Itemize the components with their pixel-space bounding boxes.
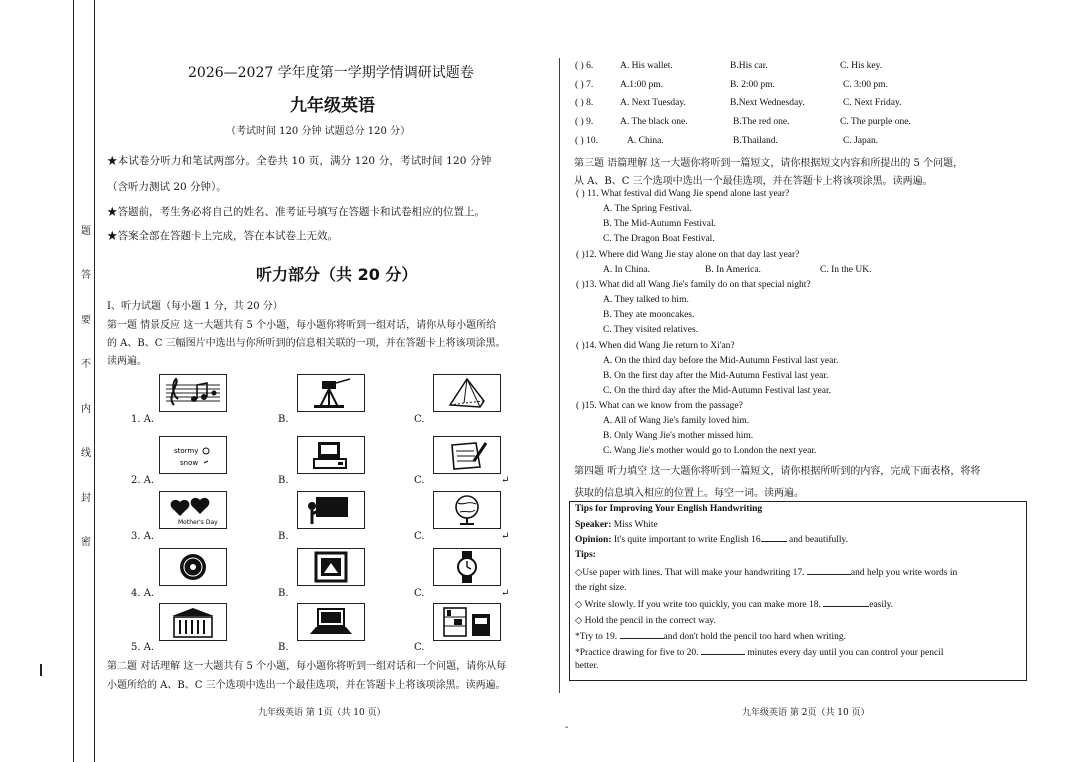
row4-label-b: B. — [278, 588, 289, 599]
page1-footer: 九年级英语 第 1页（共 10 页） — [258, 708, 386, 718]
tip-1 — [575, 567, 957, 578]
q11-text: ( ) 11. What festival did Wang Jie spend alone last year? — [576, 189, 790, 199]
tip-1-line2: the right size. — [575, 583, 627, 593]
computer-drive-icon — [297, 436, 365, 474]
section2-line-1: 第二题 对话理解 这一大题共有 5 个小题，每小题你将听到一组对话和一个问题，请你从每 — [107, 661, 507, 672]
row3-label-b: B. — [278, 531, 289, 542]
shelves-icon — [433, 603, 501, 641]
tip4-pre: *Try to 19. — [575, 632, 618, 642]
building-icon — [159, 603, 227, 641]
exam-info: （考试时间 120 分钟 试题总分 120 分） — [226, 126, 411, 137]
tip5-post: minutes every day until you can control your pencil — [747, 648, 944, 658]
opinion-text-post: and beautifully. — [789, 535, 849, 545]
q15-option-a: A. All of Wang Jie's family loved him. — [603, 416, 750, 426]
section1-line-3: 读两遍。 — [107, 356, 147, 367]
music-notes-icon — [159, 374, 227, 412]
q14-option-b: B. On the first day after the Mid-Autumn Festival last year. — [603, 371, 829, 381]
row5-label-c: C. — [414, 642, 425, 653]
tip-4 — [575, 632, 846, 642]
speaker-row — [575, 520, 658, 530]
return-mark-3: ↵ — [501, 588, 510, 599]
binding-char-1: 题 — [81, 226, 91, 237]
row4-label-a: 4. A. — [131, 588, 155, 599]
q14-text: ( )14. When did Wang Jie return to Xi'an? — [576, 341, 735, 351]
q6-option-b: B.His car. — [730, 61, 768, 71]
page-divider — [559, 58, 560, 693]
opinion-label: Opinion: — [575, 535, 612, 545]
q10-option-b: B.Thailand. — [733, 136, 778, 146]
blank-20[interactable] — [701, 654, 745, 655]
q7-option-b: B. 2:00 pm. — [730, 80, 775, 90]
return-mark-2: ↵ — [501, 531, 510, 542]
q9-option-b: B.The red one. — [733, 117, 790, 127]
row5-label-a: 5. A. — [131, 642, 155, 653]
speaker-name: Miss White — [613, 520, 658, 530]
q13-option-b: B. They ate mooncakes. — [603, 310, 695, 320]
section1-line-1: 第一题 情景反应 这一大题共有 5 个小题，每小题你将听到一组对话，请你从每小题所给 — [107, 320, 497, 331]
framed-picture-icon — [297, 548, 365, 586]
q11-option-a: A. The Spring Festival. — [603, 204, 692, 214]
note-line-4: ★答案全部在答题卡上完成，答在本试卷上无效。 — [107, 230, 338, 242]
q9-option-a: A. The black one. — [620, 117, 688, 127]
binding-char-6: 线 — [81, 448, 91, 459]
cd-disc-icon — [159, 548, 227, 586]
svg-text:stormy: stormy — [174, 447, 199, 455]
q12-text: ( )12. Where did Wang Jie stay alone on that day last year? — [576, 250, 800, 260]
q8-option-c: C. Next Friday. — [843, 98, 902, 108]
binding-line-inner — [94, 0, 95, 762]
tip1-post: and help you write words in — [850, 568, 958, 578]
binding-line-outer — [73, 0, 74, 762]
tip-5 — [575, 648, 944, 658]
q12-option-b: B. In America. — [705, 265, 761, 275]
svg-text:snow: snow — [180, 459, 199, 467]
row3-label-a: 3. A. — [131, 531, 155, 542]
tip-5-line2: better. — [575, 661, 599, 671]
opinion-text-pre: It's quite important to write English 16 — [613, 535, 761, 545]
q9-option-c: C. The purple one. — [840, 117, 911, 127]
tip-3: ◇ Hold the pencil in the correct way. — [575, 616, 716, 626]
q9-number: ( ) 9. — [575, 117, 594, 127]
edge-tick — [40, 664, 42, 676]
q11-option-b: B. The Mid-Autumn Festival. — [603, 219, 717, 229]
weather-card-icon — [159, 436, 227, 474]
binding-char-3: 要 — [81, 315, 91, 326]
q10-option-a: A. China. — [627, 136, 664, 146]
teacher-board-icon — [297, 491, 365, 529]
svg-text:Mother's Day: Mother's Day — [178, 519, 218, 526]
exam-title: 2026—2027 学年度第一学期学情调研试题卷 — [188, 65, 474, 81]
blank-18[interactable] — [823, 606, 869, 607]
q13-option-c: C. They visited relatives. — [603, 325, 699, 335]
row1-label-b: B. — [278, 414, 289, 425]
part1-title: Ⅰ、听力试题（每小题 1 分，共 20 分） — [107, 301, 283, 312]
bottom-dash: - — [565, 722, 569, 733]
section2-line-2: 小题所给的 A、B、C 三个选项中选出一个最佳选项，并在答题卡上将该项涂黑。读两遍。 — [107, 680, 506, 691]
row1-label-c: C. — [414, 414, 425, 425]
binding-char-8: 密 — [81, 537, 91, 548]
q13-text: ( )13. What did all Wang Jie's family do on that special night? — [576, 280, 811, 290]
wristwatch-icon — [433, 548, 501, 586]
laptop-icon — [297, 603, 365, 641]
tip1-pre: ◇Use paper with lines. That will make your handwriting 17. — [575, 568, 805, 578]
tip5-pre: *Practice drawing for five to 20. — [575, 648, 699, 658]
tip4-post: and don't hold the pencil too hard when writing. — [663, 632, 846, 642]
blank-17[interactable] — [807, 574, 851, 575]
tip-2 — [575, 599, 893, 610]
q7-number: ( ) 7. — [575, 80, 594, 90]
camera-tripod-icon — [297, 374, 365, 412]
q11-option-c: C. The Dragon Boat Festival. — [603, 234, 715, 244]
row2-label-b: B. — [278, 475, 289, 486]
subject-heading: 九年级英语 — [290, 96, 375, 116]
binding-char-2: 答 — [81, 270, 91, 281]
blank-16[interactable] — [761, 541, 787, 542]
tip2-pre: ◇ Write slowly. If you write too quickly, you can make more 18. — [575, 600, 821, 610]
opinion-row — [575, 535, 848, 545]
row2-label-a: 2. A. — [131, 475, 155, 486]
globe-icon — [433, 491, 501, 529]
note-line-3: ★答题前，考生务必将自己的姓名、准考证号填写在答题卡和试卷相应的位置上。 — [107, 206, 485, 218]
q7-option-a: A.1:00 pm. — [620, 80, 664, 90]
tip2-post: easily. — [869, 600, 894, 610]
q7-option-c: C. 3:00 pm. — [843, 80, 888, 90]
q8-option-b: B.Next Wednesday. — [730, 98, 805, 108]
listening-heading: 听力部分（共 20 分） — [256, 265, 418, 284]
blank-19[interactable] — [620, 638, 664, 639]
q14-option-c: C. On the third day after the Mid-Autumn Festival last year. — [603, 386, 831, 396]
q12-option-c: C. In the UK. — [820, 265, 872, 275]
binding-char-7: 封 — [81, 493, 91, 504]
pyramid-icon — [433, 374, 501, 412]
row1-label-a: 1. A. — [131, 414, 155, 425]
page2-footer: 九年级英语 第 2页（共 10 页） — [742, 708, 870, 718]
row2-label-c: C. — [414, 475, 425, 486]
binding-char-5: 内 — [81, 404, 91, 415]
q15-option-b: B. Only Wang Jie's mother missed him. — [603, 431, 754, 441]
row5-label-b: B. — [278, 642, 289, 653]
mothers-day-hearts-icon — [159, 491, 227, 529]
q12-option-a: A. In China. — [603, 265, 650, 275]
return-mark-1: ↵ — [501, 475, 510, 486]
q8-option-a: A. Next Tuesday. — [620, 98, 686, 108]
q6-option-c: C. His key. — [840, 61, 883, 71]
q15-option-c: C. Wang Jie's mother would go to London the next year. — [603, 446, 817, 456]
section4-line-2: 获取的信息填入相应的位置上。每空一词。读两遍。 — [574, 488, 804, 499]
section3-line-1: 第三题 语篇理解 这一大题你将听到一篇短文，请你根据短文内容和所提出的 5 个问题， — [574, 158, 964, 169]
q14-option-a: A. On the third day before the Mid-Autumn Festival last year. — [603, 356, 839, 366]
q6-number: ( ) 6. — [575, 61, 594, 71]
q10-number: ( ) 10. — [575, 136, 598, 146]
q15-text: ( )15. What can we know from the passage? — [576, 401, 743, 411]
writing-pad-icon — [433, 436, 501, 474]
section1-line-2: 的 A、B、C 三幅图片中选出与你所听到的信息相关联的一项，并在答题卡上将该项涂黑。 — [107, 338, 506, 349]
tips-label: Tips: — [575, 550, 596, 560]
binding-char-4: 不 — [81, 359, 91, 370]
note-line-2: （含听力测试 20 分钟）。 — [107, 181, 227, 193]
q13-option-a: A. They talked to him. — [603, 295, 689, 305]
box-title: Tips for Improving Your English Handwriting — [575, 504, 763, 514]
q6-option-a: A. His wallet. — [620, 61, 673, 71]
section4-line-1: 第四题 听力填空 这一大题你将听到一篇短文，请你根据所听到的内容，完成下面表格，将将 — [574, 466, 981, 477]
section3-line-2: 从 A、B、C 三个选项中选出一个最佳选项，并在答题卡上将该项涂黑。读两遍。 — [574, 176, 933, 187]
q10-option-c: C. Japan. — [843, 136, 879, 146]
row3-label-c: C. — [414, 531, 425, 542]
row4-label-c: C. — [414, 588, 425, 599]
speaker-label: Speaker: — [575, 520, 612, 530]
q8-number: ( ) 8. — [575, 98, 594, 108]
note-line-1: ★本试卷分听力和笔试两部分。全卷共 10 页，满分 120 分，考试时间 120 分钟 — [107, 155, 492, 167]
